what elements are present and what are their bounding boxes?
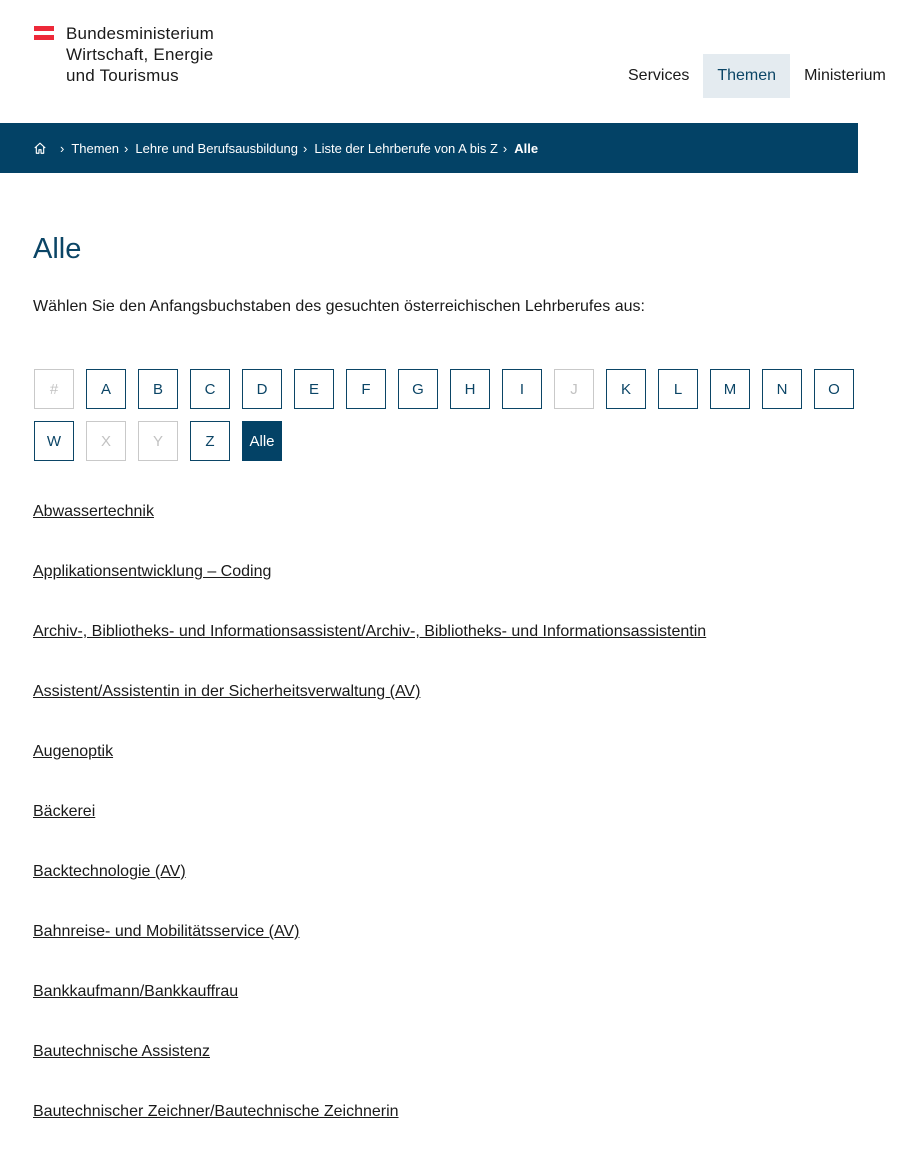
home-icon[interactable] xyxy=(33,141,47,155)
letter-n-button[interactable]: N xyxy=(762,369,802,409)
chevron-right-icon: › xyxy=(303,140,308,156)
letter-l-button[interactable]: L xyxy=(658,369,698,409)
breadcrumb-lehre[interactable]: Lehre und Berufsausbildung xyxy=(135,140,299,156)
breadcrumb-liste[interactable]: Liste der Lehrberufe von A bis Z xyxy=(314,140,498,156)
apprenticeship-link[interactable]: Abwassertechnik xyxy=(33,503,154,520)
letter-o-button[interactable]: O xyxy=(814,369,854,409)
letter-alle-button[interactable]: Alle xyxy=(242,421,282,461)
breadcrumb xyxy=(0,123,858,173)
letter-j-button: J xyxy=(554,369,594,409)
chevron-right-icon: › xyxy=(124,140,129,156)
main-nav xyxy=(614,54,900,98)
logo-line-2: Wirtschaft, Energie xyxy=(66,45,214,64)
apprenticeship-link[interactable]: Bankkaufmann/Bankkauffrau xyxy=(33,983,239,1000)
letter-i-button[interactable]: I xyxy=(502,369,542,409)
letter-a-button[interactable]: A xyxy=(86,369,126,409)
site-header xyxy=(0,0,886,123)
breadcrumb-themen[interactable]: Themen xyxy=(71,140,120,156)
breadcrumb-current: Alle xyxy=(514,140,539,156)
letter-x-button: X xyxy=(86,421,126,461)
apprenticeship-link[interactable]: Applikationsentwicklung – Coding xyxy=(33,563,272,580)
letter-z-button[interactable]: Z xyxy=(190,421,230,461)
letter-b-button[interactable]: B xyxy=(138,369,178,409)
apprenticeship-link[interactable]: Bäckerei xyxy=(33,803,96,820)
intro-text: Wählen Sie den Anfangsbuchstaben des gesuchten österreichischen Lehrberufes aus: xyxy=(33,298,645,315)
page-title: Alle xyxy=(33,233,82,265)
letter-m-button[interactable]: M xyxy=(710,369,750,409)
letter-k-button[interactable]: K xyxy=(606,369,646,409)
letter-w-button[interactable]: W xyxy=(34,421,74,461)
chevron-right-icon: › xyxy=(60,140,65,156)
apprenticeship-list xyxy=(33,500,853,1160)
letter-f-button[interactable]: F xyxy=(346,369,386,409)
apprenticeship-link[interactable]: Bautechnische Assistenz xyxy=(33,1043,210,1060)
letter-y-button: Y xyxy=(138,421,178,461)
chevron-right-icon: › xyxy=(502,140,508,156)
nav-themen[interactable]: Themen xyxy=(703,54,790,98)
letter-e-button[interactable]: E xyxy=(294,369,334,409)
apprenticeship-link[interactable]: Archiv-, Bibliotheks- und Informationsassistent/Archiv-, Bibliotheks- und Informationsassistentin xyxy=(33,623,707,640)
apprenticeship-link[interactable]: Augenoptik xyxy=(33,743,114,760)
letter-d-button[interactable]: D xyxy=(242,369,282,409)
letter-filter xyxy=(34,369,858,465)
nav-ministerium[interactable]: Ministerium xyxy=(804,67,886,84)
austrian-flag-icon xyxy=(34,26,54,40)
letter-h-button[interactable]: H xyxy=(450,369,490,409)
nav-services[interactable]: Services xyxy=(628,67,690,84)
logo-line-3: und Tourismus xyxy=(66,66,179,85)
letter-g-button[interactable]: G xyxy=(398,369,438,409)
letter-hash-button: # xyxy=(34,369,74,409)
apprenticeship-link[interactable]: Bahnreise- und Mobilitätsservice (AV) xyxy=(33,923,300,940)
apprenticeship-link[interactable]: Assistent/Assistentin in der Sicherheitsverwaltung (AV) xyxy=(33,683,421,700)
apprenticeship-link[interactable]: Backtechnologie (AV) xyxy=(33,863,186,880)
ministry-name xyxy=(66,23,214,86)
apprenticeship-link[interactable]: Bautechnischer Zeichner/Bautechnische Zeichnerin xyxy=(33,1103,399,1120)
logo-line-1: Bundesministerium xyxy=(66,24,214,43)
ministry-logo[interactable] xyxy=(34,23,214,86)
letter-c-button[interactable]: C xyxy=(190,369,230,409)
